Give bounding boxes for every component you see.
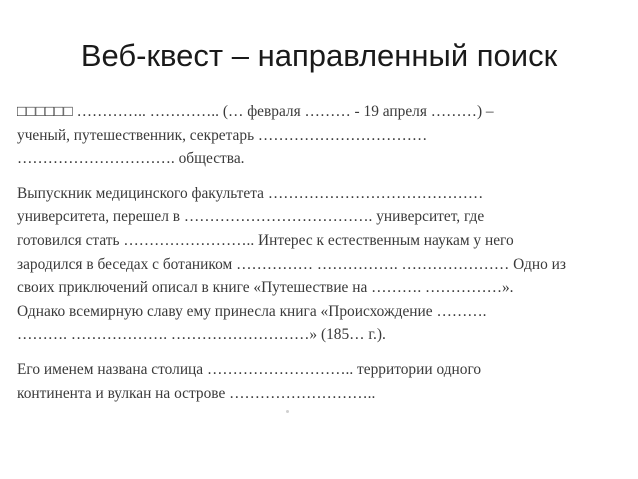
paragraph-biography — [17, 100, 617, 171]
text-line: Однако всемирную славу ему принесла книга «Происхождение ………. — [17, 302, 487, 320]
scan-speck — [286, 410, 289, 413]
text-line: зародился в беседах с ботаником …………… ……………. ………………… Одно из — [17, 255, 566, 273]
text-line: Его именем названа столица ……………………….. территории одного — [17, 360, 482, 378]
text-line: …………………………. общества. — [17, 150, 245, 168]
text-line: Выпускник медицинского факультета …………………………………… — [17, 184, 484, 202]
slide-title: Веб-квест – направленный поиск — [80, 38, 558, 73]
paragraph-career — [17, 182, 617, 347]
text-line: континента и вулкан на острове ……………………….. — [17, 384, 376, 402]
text-line: ученый, путешественник, секретарь …………………………… — [17, 126, 428, 144]
text-line: □□□□□□ ………….. ………….. (… февраля ……… - 19 апреля ………) – — [17, 103, 494, 120]
text-line: своих приключений описал в книге «Путешествие на ………. ……………». — [17, 279, 514, 297]
text-line: университета, перешел в ………………………………. университет, где — [17, 208, 485, 226]
text-line: готовился стать …………………….. Интерес к естественным наукам у него — [17, 231, 514, 249]
scanned-text-image — [17, 100, 617, 405]
paragraph-legacy — [17, 358, 617, 405]
text-line: ………. ………………. ………………………» (185… г.). — [17, 326, 386, 344]
